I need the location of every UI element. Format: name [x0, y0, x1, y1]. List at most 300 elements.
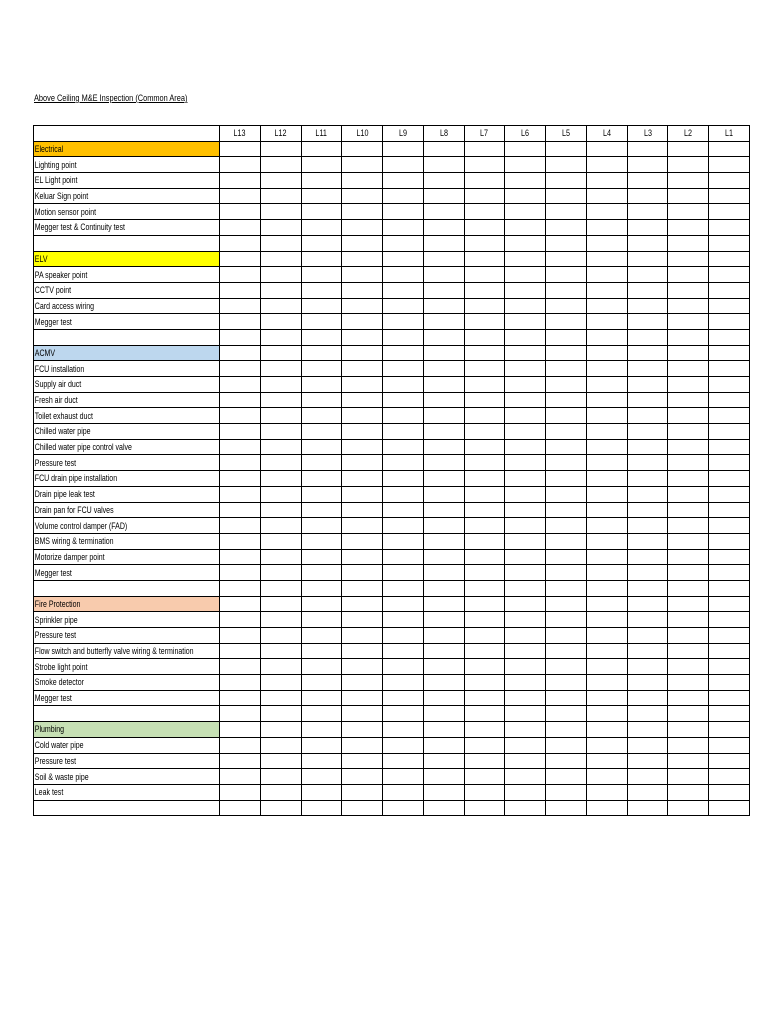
check-cell[interactable] — [546, 439, 587, 455]
check-cell[interactable] — [342, 424, 383, 440]
check-cell[interactable] — [505, 345, 546, 361]
check-cell[interactable] — [260, 706, 301, 722]
check-cell[interactable] — [220, 769, 261, 785]
item-label-cell[interactable] — [34, 220, 220, 236]
check-cell[interactable] — [423, 518, 464, 534]
check-cell[interactable] — [301, 188, 342, 204]
check-cell[interactable] — [668, 769, 709, 785]
check-cell[interactable] — [709, 361, 750, 377]
check-cell[interactable] — [505, 486, 546, 502]
check-cell[interactable] — [668, 361, 709, 377]
check-cell[interactable] — [668, 471, 709, 487]
item-label-cell[interactable] — [34, 659, 220, 675]
check-cell[interactable] — [668, 706, 709, 722]
check-cell[interactable] — [301, 737, 342, 753]
check-cell[interactable] — [220, 565, 261, 581]
check-cell[interactable] — [709, 204, 750, 220]
check-cell[interactable] — [260, 643, 301, 659]
check-cell[interactable] — [383, 408, 424, 424]
check-cell[interactable] — [423, 251, 464, 267]
check-cell[interactable] — [464, 628, 505, 644]
check-cell[interactable] — [423, 173, 464, 189]
item-label-cell[interactable] — [34, 235, 220, 251]
check-cell[interactable] — [546, 408, 587, 424]
check-cell[interactable] — [342, 471, 383, 487]
check-cell[interactable] — [546, 565, 587, 581]
check-cell[interactable] — [220, 188, 261, 204]
check-cell[interactable] — [342, 533, 383, 549]
check-cell[interactable] — [668, 392, 709, 408]
check-cell[interactable] — [342, 314, 383, 330]
check-cell[interactable] — [586, 235, 627, 251]
check-cell[interactable] — [586, 737, 627, 753]
check-cell[interactable] — [546, 643, 587, 659]
check-cell[interactable] — [464, 675, 505, 691]
check-cell[interactable] — [709, 377, 750, 393]
check-cell[interactable] — [668, 612, 709, 628]
check-cell[interactable] — [586, 157, 627, 173]
check-cell[interactable] — [423, 643, 464, 659]
check-cell[interactable] — [342, 518, 383, 534]
check-cell[interactable] — [464, 502, 505, 518]
check-cell[interactable] — [301, 345, 342, 361]
check-cell[interactable] — [668, 455, 709, 471]
item-label-cell[interactable] — [34, 784, 220, 800]
check-cell[interactable] — [260, 314, 301, 330]
check-cell[interactable] — [383, 659, 424, 675]
check-cell[interactable] — [709, 392, 750, 408]
check-cell[interactable] — [546, 188, 587, 204]
check-cell[interactable] — [709, 282, 750, 298]
check-cell[interactable] — [627, 392, 668, 408]
check-cell[interactable] — [342, 690, 383, 706]
check-cell[interactable] — [220, 753, 261, 769]
check-cell[interactable] — [260, 141, 301, 157]
check-cell[interactable] — [668, 737, 709, 753]
check-cell[interactable] — [301, 565, 342, 581]
check-cell[interactable] — [505, 361, 546, 377]
check-cell[interactable] — [668, 518, 709, 534]
level-header[interactable]: L4 — [586, 126, 627, 142]
check-cell[interactable] — [709, 298, 750, 314]
check-cell[interactable] — [546, 455, 587, 471]
check-cell[interactable] — [546, 502, 587, 518]
check-cell[interactable] — [220, 392, 261, 408]
check-cell[interactable] — [709, 769, 750, 785]
check-cell[interactable] — [586, 518, 627, 534]
check-cell[interactable] — [464, 471, 505, 487]
check-cell[interactable] — [464, 580, 505, 596]
check-cell[interactable] — [220, 314, 261, 330]
check-cell[interactable] — [260, 596, 301, 612]
check-cell[interactable] — [464, 204, 505, 220]
check-cell[interactable] — [505, 706, 546, 722]
check-cell[interactable] — [505, 157, 546, 173]
check-cell[interactable] — [342, 345, 383, 361]
check-cell[interactable] — [505, 800, 546, 816]
check-cell[interactable] — [301, 361, 342, 377]
item-label-cell[interactable] — [34, 471, 220, 487]
check-cell[interactable] — [586, 706, 627, 722]
check-cell[interactable] — [586, 329, 627, 345]
check-cell[interactable] — [586, 549, 627, 565]
check-cell[interactable] — [220, 690, 261, 706]
check-cell[interactable] — [423, 424, 464, 440]
check-cell[interactable] — [586, 361, 627, 377]
check-cell[interactable] — [301, 533, 342, 549]
check-cell[interactable] — [383, 612, 424, 628]
check-cell[interactable] — [546, 628, 587, 644]
item-label-cell[interactable] — [34, 612, 220, 628]
check-cell[interactable] — [301, 753, 342, 769]
check-cell[interactable] — [546, 251, 587, 267]
check-cell[interactable] — [260, 439, 301, 455]
check-cell[interactable] — [505, 784, 546, 800]
check-cell[interactable] — [423, 282, 464, 298]
check-cell[interactable] — [586, 377, 627, 393]
check-cell[interactable] — [546, 737, 587, 753]
check-cell[interactable] — [342, 455, 383, 471]
check-cell[interactable] — [464, 643, 505, 659]
check-cell[interactable] — [301, 173, 342, 189]
section-label-cell[interactable] — [34, 596, 220, 612]
check-cell[interactable] — [220, 424, 261, 440]
check-cell[interactable] — [301, 204, 342, 220]
check-cell[interactable] — [627, 329, 668, 345]
check-cell[interactable] — [220, 533, 261, 549]
check-cell[interactable] — [260, 533, 301, 549]
check-cell[interactable] — [709, 157, 750, 173]
check-cell[interactable] — [505, 722, 546, 738]
check-cell[interactable] — [709, 424, 750, 440]
item-label-cell[interactable] — [34, 737, 220, 753]
check-cell[interactable] — [383, 251, 424, 267]
level-header[interactable]: L5 — [546, 126, 587, 142]
check-cell[interactable] — [709, 408, 750, 424]
check-cell[interactable] — [546, 549, 587, 565]
item-label-cell[interactable] — [34, 628, 220, 644]
check-cell[interactable] — [668, 565, 709, 581]
check-cell[interactable] — [423, 690, 464, 706]
check-cell[interactable] — [383, 580, 424, 596]
check-cell[interactable] — [586, 800, 627, 816]
check-cell[interactable] — [260, 267, 301, 283]
check-cell[interactable] — [301, 612, 342, 628]
check-cell[interactable] — [586, 659, 627, 675]
check-cell[interactable] — [668, 643, 709, 659]
check-cell[interactable] — [423, 361, 464, 377]
check-cell[interactable] — [668, 486, 709, 502]
check-cell[interactable] — [423, 345, 464, 361]
check-cell[interactable] — [546, 612, 587, 628]
check-cell[interactable] — [342, 392, 383, 408]
check-cell[interactable] — [301, 580, 342, 596]
check-cell[interactable] — [668, 439, 709, 455]
item-label-cell[interactable] — [34, 753, 220, 769]
check-cell[interactable] — [709, 706, 750, 722]
item-label-cell[interactable] — [34, 502, 220, 518]
check-cell[interactable] — [586, 675, 627, 691]
item-label-cell[interactable] — [34, 565, 220, 581]
check-cell[interactable] — [505, 549, 546, 565]
check-cell[interactable] — [464, 518, 505, 534]
check-cell[interactable] — [546, 596, 587, 612]
check-cell[interactable] — [464, 377, 505, 393]
check-cell[interactable] — [546, 141, 587, 157]
check-cell[interactable] — [423, 565, 464, 581]
check-cell[interactable] — [464, 188, 505, 204]
check-cell[interactable] — [342, 141, 383, 157]
check-cell[interactable] — [383, 235, 424, 251]
check-cell[interactable] — [383, 486, 424, 502]
check-cell[interactable] — [260, 377, 301, 393]
check-cell[interactable] — [505, 580, 546, 596]
check-cell[interactable] — [301, 800, 342, 816]
check-cell[interactable] — [586, 471, 627, 487]
check-cell[interactable] — [546, 392, 587, 408]
check-cell[interactable] — [668, 502, 709, 518]
check-cell[interactable] — [709, 267, 750, 283]
check-cell[interactable] — [505, 612, 546, 628]
check-cell[interactable] — [668, 533, 709, 549]
check-cell[interactable] — [709, 549, 750, 565]
check-cell[interactable] — [627, 565, 668, 581]
check-cell[interactable] — [627, 518, 668, 534]
check-cell[interactable] — [260, 800, 301, 816]
check-cell[interactable] — [627, 141, 668, 157]
check-cell[interactable] — [709, 188, 750, 204]
check-cell[interactable] — [505, 314, 546, 330]
check-cell[interactable] — [342, 659, 383, 675]
check-cell[interactable] — [220, 220, 261, 236]
check-cell[interactable] — [342, 188, 383, 204]
check-cell[interactable] — [586, 267, 627, 283]
check-cell[interactable] — [383, 392, 424, 408]
check-cell[interactable] — [301, 769, 342, 785]
item-label-cell[interactable] — [34, 282, 220, 298]
check-cell[interactable] — [383, 361, 424, 377]
check-cell[interactable] — [586, 282, 627, 298]
check-cell[interactable] — [464, 455, 505, 471]
check-cell[interactable] — [342, 706, 383, 722]
item-label-cell[interactable] — [34, 675, 220, 691]
check-cell[interactable] — [668, 267, 709, 283]
check-cell[interactable] — [342, 298, 383, 314]
check-cell[interactable] — [301, 502, 342, 518]
check-cell[interactable] — [627, 486, 668, 502]
check-cell[interactable] — [383, 722, 424, 738]
check-cell[interactable] — [586, 298, 627, 314]
check-cell[interactable] — [464, 314, 505, 330]
check-cell[interactable] — [709, 596, 750, 612]
check-cell[interactable] — [505, 173, 546, 189]
check-cell[interactable] — [423, 549, 464, 565]
check-cell[interactable] — [220, 706, 261, 722]
check-cell[interactable] — [423, 596, 464, 612]
check-cell[interactable] — [586, 596, 627, 612]
check-cell[interactable] — [668, 314, 709, 330]
check-cell[interactable] — [464, 769, 505, 785]
check-cell[interactable] — [423, 204, 464, 220]
check-cell[interactable] — [260, 737, 301, 753]
check-cell[interactable] — [220, 377, 261, 393]
check-cell[interactable] — [383, 439, 424, 455]
check-cell[interactable] — [668, 722, 709, 738]
check-cell[interactable] — [301, 251, 342, 267]
check-cell[interactable] — [383, 753, 424, 769]
check-cell[interactable] — [505, 643, 546, 659]
check-cell[interactable] — [546, 580, 587, 596]
check-cell[interactable] — [505, 267, 546, 283]
check-cell[interactable] — [220, 298, 261, 314]
header-blank-cell[interactable] — [34, 126, 220, 142]
check-cell[interactable] — [709, 251, 750, 267]
check-cell[interactable] — [668, 251, 709, 267]
level-header[interactable]: L3 — [627, 126, 668, 142]
check-cell[interactable] — [301, 424, 342, 440]
check-cell[interactable] — [464, 439, 505, 455]
check-cell[interactable] — [220, 471, 261, 487]
check-cell[interactable] — [627, 753, 668, 769]
check-cell[interactable] — [627, 424, 668, 440]
check-cell[interactable] — [546, 345, 587, 361]
check-cell[interactable] — [627, 235, 668, 251]
check-cell[interactable] — [627, 157, 668, 173]
check-cell[interactable] — [505, 392, 546, 408]
check-cell[interactable] — [668, 659, 709, 675]
check-cell[interactable] — [709, 141, 750, 157]
check-cell[interactable] — [220, 502, 261, 518]
check-cell[interactable] — [301, 329, 342, 345]
check-cell[interactable] — [260, 502, 301, 518]
check-cell[interactable] — [301, 628, 342, 644]
check-cell[interactable] — [260, 612, 301, 628]
check-cell[interactable] — [260, 471, 301, 487]
check-cell[interactable] — [464, 722, 505, 738]
check-cell[interactable] — [546, 204, 587, 220]
check-cell[interactable] — [546, 753, 587, 769]
check-cell[interactable] — [586, 565, 627, 581]
check-cell[interactable] — [423, 392, 464, 408]
check-cell[interactable] — [342, 784, 383, 800]
check-cell[interactable] — [301, 157, 342, 173]
check-cell[interactable] — [423, 533, 464, 549]
check-cell[interactable] — [627, 220, 668, 236]
check-cell[interactable] — [709, 753, 750, 769]
check-cell[interactable] — [505, 502, 546, 518]
check-cell[interactable] — [301, 518, 342, 534]
check-cell[interactable] — [546, 220, 587, 236]
check-cell[interactable] — [464, 424, 505, 440]
check-cell[interactable] — [383, 141, 424, 157]
check-cell[interactable] — [586, 722, 627, 738]
check-cell[interactable] — [383, 298, 424, 314]
check-cell[interactable] — [586, 533, 627, 549]
check-cell[interactable] — [668, 690, 709, 706]
check-cell[interactable] — [546, 282, 587, 298]
check-cell[interactable] — [464, 690, 505, 706]
check-cell[interactable] — [260, 204, 301, 220]
check-cell[interactable] — [627, 267, 668, 283]
check-cell[interactable] — [301, 455, 342, 471]
check-cell[interactable] — [586, 314, 627, 330]
check-cell[interactable] — [627, 282, 668, 298]
check-cell[interactable] — [342, 643, 383, 659]
check-cell[interactable] — [709, 314, 750, 330]
check-cell[interactable] — [260, 690, 301, 706]
check-cell[interactable] — [709, 784, 750, 800]
check-cell[interactable] — [627, 173, 668, 189]
check-cell[interactable] — [260, 675, 301, 691]
check-cell[interactable] — [301, 408, 342, 424]
check-cell[interactable] — [383, 173, 424, 189]
check-cell[interactable] — [260, 722, 301, 738]
item-label-cell[interactable] — [34, 643, 220, 659]
check-cell[interactable] — [505, 518, 546, 534]
check-cell[interactable] — [586, 188, 627, 204]
level-header[interactable]: L7 — [464, 126, 505, 142]
check-cell[interactable] — [342, 580, 383, 596]
check-cell[interactable] — [505, 675, 546, 691]
check-cell[interactable] — [709, 455, 750, 471]
check-cell[interactable] — [709, 612, 750, 628]
check-cell[interactable] — [464, 486, 505, 502]
item-label-cell[interactable] — [34, 267, 220, 283]
check-cell[interactable] — [220, 612, 261, 628]
check-cell[interactable] — [627, 549, 668, 565]
check-cell[interactable] — [220, 329, 261, 345]
check-cell[interactable] — [220, 408, 261, 424]
check-cell[interactable] — [301, 690, 342, 706]
check-cell[interactable] — [260, 769, 301, 785]
check-cell[interactable] — [383, 314, 424, 330]
check-cell[interactable] — [586, 690, 627, 706]
check-cell[interactable] — [627, 361, 668, 377]
check-cell[interactable] — [301, 471, 342, 487]
check-cell[interactable] — [627, 204, 668, 220]
check-cell[interactable] — [342, 596, 383, 612]
check-cell[interactable] — [505, 220, 546, 236]
check-cell[interactable] — [586, 439, 627, 455]
check-cell[interactable] — [383, 345, 424, 361]
check-cell[interactable] — [260, 408, 301, 424]
check-cell[interactable] — [423, 455, 464, 471]
check-cell[interactable] — [301, 141, 342, 157]
check-cell[interactable] — [668, 188, 709, 204]
check-cell[interactable] — [383, 204, 424, 220]
check-cell[interactable] — [586, 251, 627, 267]
check-cell[interactable] — [668, 628, 709, 644]
check-cell[interactable] — [464, 235, 505, 251]
check-cell[interactable] — [423, 314, 464, 330]
check-cell[interactable] — [505, 737, 546, 753]
check-cell[interactable] — [383, 549, 424, 565]
check-cell[interactable] — [464, 157, 505, 173]
check-cell[interactable] — [342, 753, 383, 769]
check-cell[interactable] — [260, 784, 301, 800]
check-cell[interactable] — [260, 173, 301, 189]
check-cell[interactable] — [342, 675, 383, 691]
check-cell[interactable] — [301, 659, 342, 675]
check-cell[interactable] — [260, 251, 301, 267]
check-cell[interactable] — [627, 455, 668, 471]
check-cell[interactable] — [342, 173, 383, 189]
check-cell[interactable] — [423, 298, 464, 314]
check-cell[interactable] — [709, 533, 750, 549]
check-cell[interactable] — [627, 596, 668, 612]
check-cell[interactable] — [464, 737, 505, 753]
check-cell[interactable] — [709, 722, 750, 738]
